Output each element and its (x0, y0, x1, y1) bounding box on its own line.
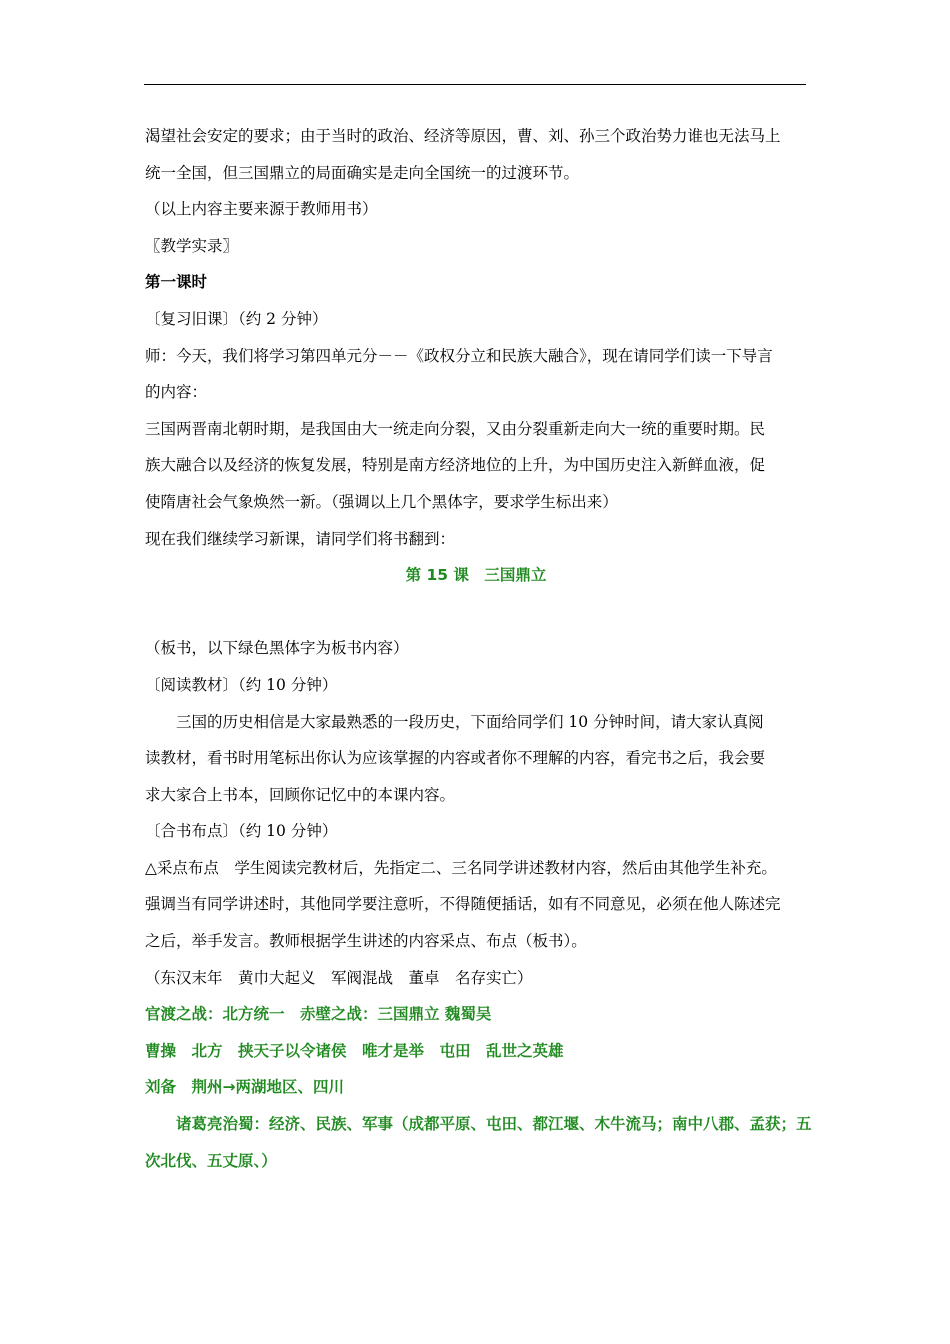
step-heading-closed-book: 〔合书布点〕（约 10 分钟） (145, 822, 338, 841)
header-rule (144, 84, 806, 85)
source-note: （以上内容主要来源于教师用书） (145, 200, 378, 219)
paragraph-line: 统一全国，但三国鼎立的局面确实是走向全国统一的过渡环节。 (145, 163, 580, 182)
lesson-title: 第 15 课 三国鼎立 (405, 566, 547, 585)
board-line: 曹操 北方 挟天子以令诸侯 唯才是举 屯田 乱世之英雄 (145, 1041, 564, 1060)
step-heading-review: 〔复习旧课〕（约 2 分钟） (145, 309, 328, 328)
paragraph-line: 之后，举手发言。教师根据学生讲述的内容采点、布点（板书）。 (145, 932, 587, 951)
paragraph-line: 师：今天，我们将学习第四单元分－－《政权分立和民族大融合》，现在请同学们读一下导言 (145, 346, 773, 365)
paragraph-line: 使隋唐社会气象焕然一新。（强调以上几个黑体字，要求学生标出来） (145, 492, 618, 511)
paragraph-line: 的内容： (145, 383, 208, 402)
blank-line (145, 594, 807, 631)
paragraph-line: 现在我们继续学习新课，请同学们将书翻到： (145, 529, 456, 548)
document-body (145, 118, 812, 1179)
paragraph-line: △采点布点 学生阅读完教材后，先指定二、三名同学讲述教材内容，然后由其他学生补充。 (145, 858, 777, 877)
board-line: 次北伐、五丈原、） (145, 1151, 277, 1170)
paragraph-line: 三国的历史相信是大家最熟悉的一段历史，下面给同学们 10 分钟时间，请大家认真阅 (176, 712, 764, 731)
board-line: 诸葛亮治蜀：经济、民族、军事（成都平原、屯田、都江堰、木牛流马；南中八郡、孟获；五 (176, 1115, 812, 1134)
lesson-period-heading: 第一课时 (145, 273, 208, 292)
paragraph-line: 族大融合以及经济的恢复发展，特别是南方经济地位的上升，为中国历史注入新鲜血液，促 (145, 456, 766, 475)
paragraph-line: 求大家合上书本，回顾你记忆中的本课内容。 (145, 785, 456, 804)
paragraph-line: 渴望社会安定的要求；由于当时的政治、经济等原因，曹、刘、孙三个政治势力谁也无法马上 (145, 127, 781, 145)
paragraph-line: 读教材，看书时用笔标出你认为应该掌握的内容或者你不理解的内容，看完书之后，我会要 (145, 749, 766, 768)
step-heading-reading: 〔阅读教材〕（约 10 分钟） (145, 675, 338, 694)
section-heading: 〖教学实录〗 (145, 236, 239, 255)
paragraph-line: 三国两晋南北朝时期，是我国由大一统走向分裂，又由分裂重新走向大一统的重要时期。民 (145, 419, 766, 438)
board-note: （板书，以下绿色黑体字为板书内容） (145, 639, 409, 658)
keywords-line: （东汉末年 黄巾大起义 军阀混战 董卓 名存实亡） (145, 968, 533, 987)
board-line: 官渡之战：北方统一 赤壁之战：三国鼎立 魏蜀吴 (145, 1005, 492, 1024)
paragraph-line: 强调当有同学讲述时，其他同学要注意听，不得随便插话，如有不同意见，必须在他人陈述完 (145, 895, 781, 914)
board-line: 刘备 荆州→两湖地区、四川 (145, 1078, 344, 1097)
